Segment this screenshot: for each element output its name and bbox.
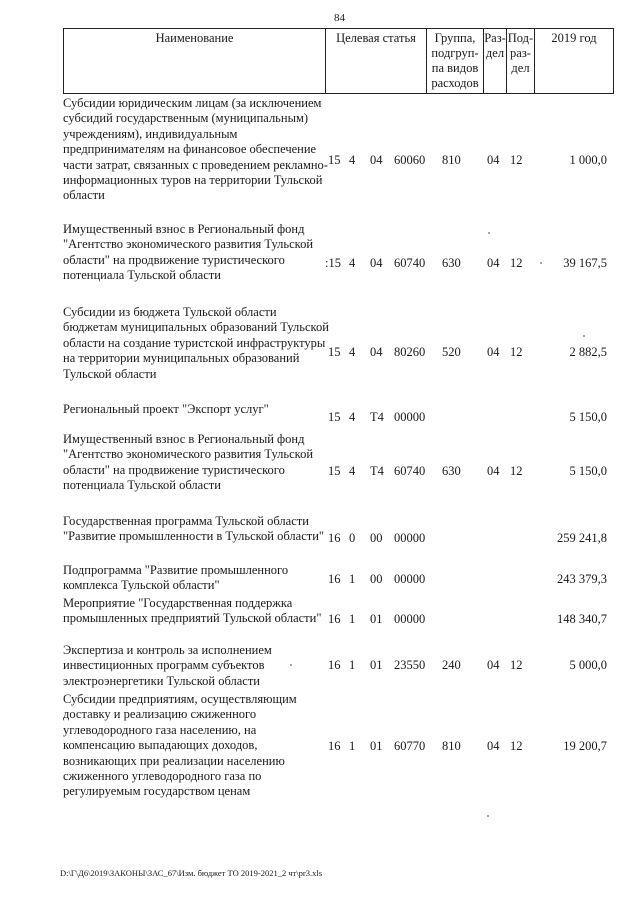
target-subprogram: 4 <box>349 345 356 359</box>
target-program: 15 <box>328 153 341 167</box>
target-subprogram: 1 <box>349 658 356 672</box>
expense-group: 240 <box>442 658 461 672</box>
section-code: 04 <box>487 153 500 167</box>
target-event: 04 <box>370 256 383 270</box>
header-group <box>426 28 483 94</box>
target-program: 16 <box>328 658 341 672</box>
page-number: 84 <box>334 12 345 24</box>
header-group-line: па видов <box>431 61 479 75</box>
header-section <box>483 28 506 94</box>
target-program: 16 <box>328 531 341 545</box>
target-event: Т4 <box>370 410 384 424</box>
target-program: 15 <box>328 345 341 359</box>
target-direction: 00000 <box>394 410 426 424</box>
target-subprogram: 4 <box>349 256 356 270</box>
subsection-code: 12 <box>510 739 523 753</box>
header-subsection-line: Под- <box>507 31 534 45</box>
file-path-footer: D:\Г\Д6\2019\ЗАКОНЫ\ЗАС_67\Изм. бюджет ТО 2019-2021_2 чт\pr3.xls <box>60 868 323 878</box>
header-name <box>63 28 325 94</box>
header-group-line: расходов <box>431 76 479 90</box>
expense-group: 810 <box>442 739 461 753</box>
target-program: 15 <box>328 464 341 478</box>
scan-speck <box>487 815 489 817</box>
amount: 243 379,3 <box>557 572 607 586</box>
row-name: Субсидии юридическим лицам (за исключением субсидий государственным (муниципальным) учреждениям), индивидуальным предпринимателям на финансовое обеспечение части затрат, связанных с проведением рекламно-информационных туров на территории Тульской области <box>63 96 328 203</box>
subsection-code: 12 <box>510 153 523 167</box>
amount: 39 167,5 <box>563 256 607 270</box>
target-subprogram: 1 <box>349 572 356 586</box>
target-subprogram: 1 <box>349 739 356 753</box>
amount: 2 882,5 <box>569 345 607 359</box>
target-event: 01 <box>370 612 383 626</box>
header-target <box>325 28 426 94</box>
header-section-line: Раз- <box>484 31 506 45</box>
row-name: Имущественный взнос в Региональный фонд "Агентство экономического развития Тульской области" на продвижение туристического потенциала Тульской области <box>63 432 314 493</box>
section-code: 04 <box>487 739 500 753</box>
section-code: 04 <box>487 464 500 478</box>
expense-group: 520 <box>442 345 461 359</box>
target-direction: 60060 <box>394 153 426 167</box>
header-group-line: Группа, <box>434 31 476 45</box>
target-direction: 00000 <box>394 531 426 545</box>
row-name: Субсидии предприятиям, осуществляющим доставку и реализацию сжиженного углеводородного газа населению, на компенсацию выпадающих доходов, возникающих при реализации населению сжиженного углеводородного газа по регулируемым государством ценам <box>63 692 297 799</box>
header-subsection <box>506 28 534 94</box>
row-name: Государственная программа Тульской области "Развитие промышленности в Тульской области" <box>63 514 325 544</box>
header-section-line: дел <box>485 46 505 60</box>
target-direction: 80260 <box>394 345 426 359</box>
target-direction: 60740 <box>394 256 426 270</box>
row-name: Субсидии из бюджета Тульской области бюджетам муниципальных образований Тульской области на создание туристской инфраструктуры на территории муниципальных образований Тульской области <box>63 305 329 381</box>
scan-speck <box>540 262 542 264</box>
target-direction: 00000 <box>394 572 426 586</box>
row-name: Региональный проект "Экспорт услуг" <box>63 402 269 416</box>
target-event: 04 <box>370 153 383 167</box>
expense-group: 630 <box>442 464 461 478</box>
amount: 5 000,0 <box>569 658 607 672</box>
header-name-label: Наименование <box>155 31 234 45</box>
target-program: 16 <box>328 572 341 586</box>
target-subprogram: 4 <box>349 464 356 478</box>
amount: 5 150,0 <box>569 464 607 478</box>
target-event: 00 <box>370 531 383 545</box>
section-code: 04 <box>487 345 500 359</box>
target-subprogram: 4 <box>349 153 356 167</box>
subsection-code: 12 <box>510 256 523 270</box>
target-event: 01 <box>370 658 383 672</box>
scan-speck <box>290 664 292 666</box>
header-subsection-line: раз- <box>510 46 531 60</box>
subsection-code: 12 <box>510 464 523 478</box>
target-event: 01 <box>370 739 383 753</box>
target-subprogram: 1 <box>349 612 356 626</box>
target-subprogram: 4 <box>349 410 356 424</box>
row-name: Имущественный взнос в Региональный фонд "Агентство экономического развития Тульской области" на продвижение туристического потенциала Тульской области <box>63 222 314 283</box>
header-group-line: подгруп- <box>431 46 479 60</box>
header-target-label: Целевая статья <box>336 31 416 45</box>
row-name: Мероприятие "Государственная поддержка промышленных предприятий Тульской области" <box>63 596 322 626</box>
section-code: 04 <box>487 256 500 270</box>
scan-speck <box>488 232 490 234</box>
target-program: :15 <box>325 256 341 270</box>
header-year-label: 2019 год <box>551 31 597 45</box>
target-direction: 60770 <box>394 739 426 753</box>
target-event: 04 <box>370 345 383 359</box>
target-event: 00 <box>370 572 383 586</box>
target-direction: 00000 <box>394 612 426 626</box>
target-event: Т4 <box>370 464 384 478</box>
expense-group: 630 <box>442 256 461 270</box>
target-program: 15 <box>328 410 341 424</box>
target-program: 16 <box>328 739 341 753</box>
amount: 259 241,8 <box>557 531 607 545</box>
expense-group: 810 <box>442 153 461 167</box>
row-name: Подпрограмма "Развитие промышленного комплекса Тульской области" <box>63 563 289 593</box>
subsection-code: 12 <box>510 658 523 672</box>
amount: 19 200,7 <box>563 739 607 753</box>
section-code: 04 <box>487 658 500 672</box>
target-subprogram: 0 <box>349 531 356 545</box>
amount: 1 000,0 <box>569 153 607 167</box>
row-name: Экспертиза и контроль за исполнением инвестиционных программ субъектов электроэнергетики Тульской области <box>63 643 272 688</box>
target-program: 16 <box>328 612 341 626</box>
amount: 148 340,7 <box>557 612 607 626</box>
scan-speck <box>583 335 585 337</box>
target-direction: 60740 <box>394 464 426 478</box>
target-direction: 23550 <box>394 658 426 672</box>
header-subsection-line: дел <box>511 61 530 75</box>
amount: 5 150,0 <box>569 410 607 424</box>
header-year <box>534 28 614 94</box>
subsection-code: 12 <box>510 345 523 359</box>
